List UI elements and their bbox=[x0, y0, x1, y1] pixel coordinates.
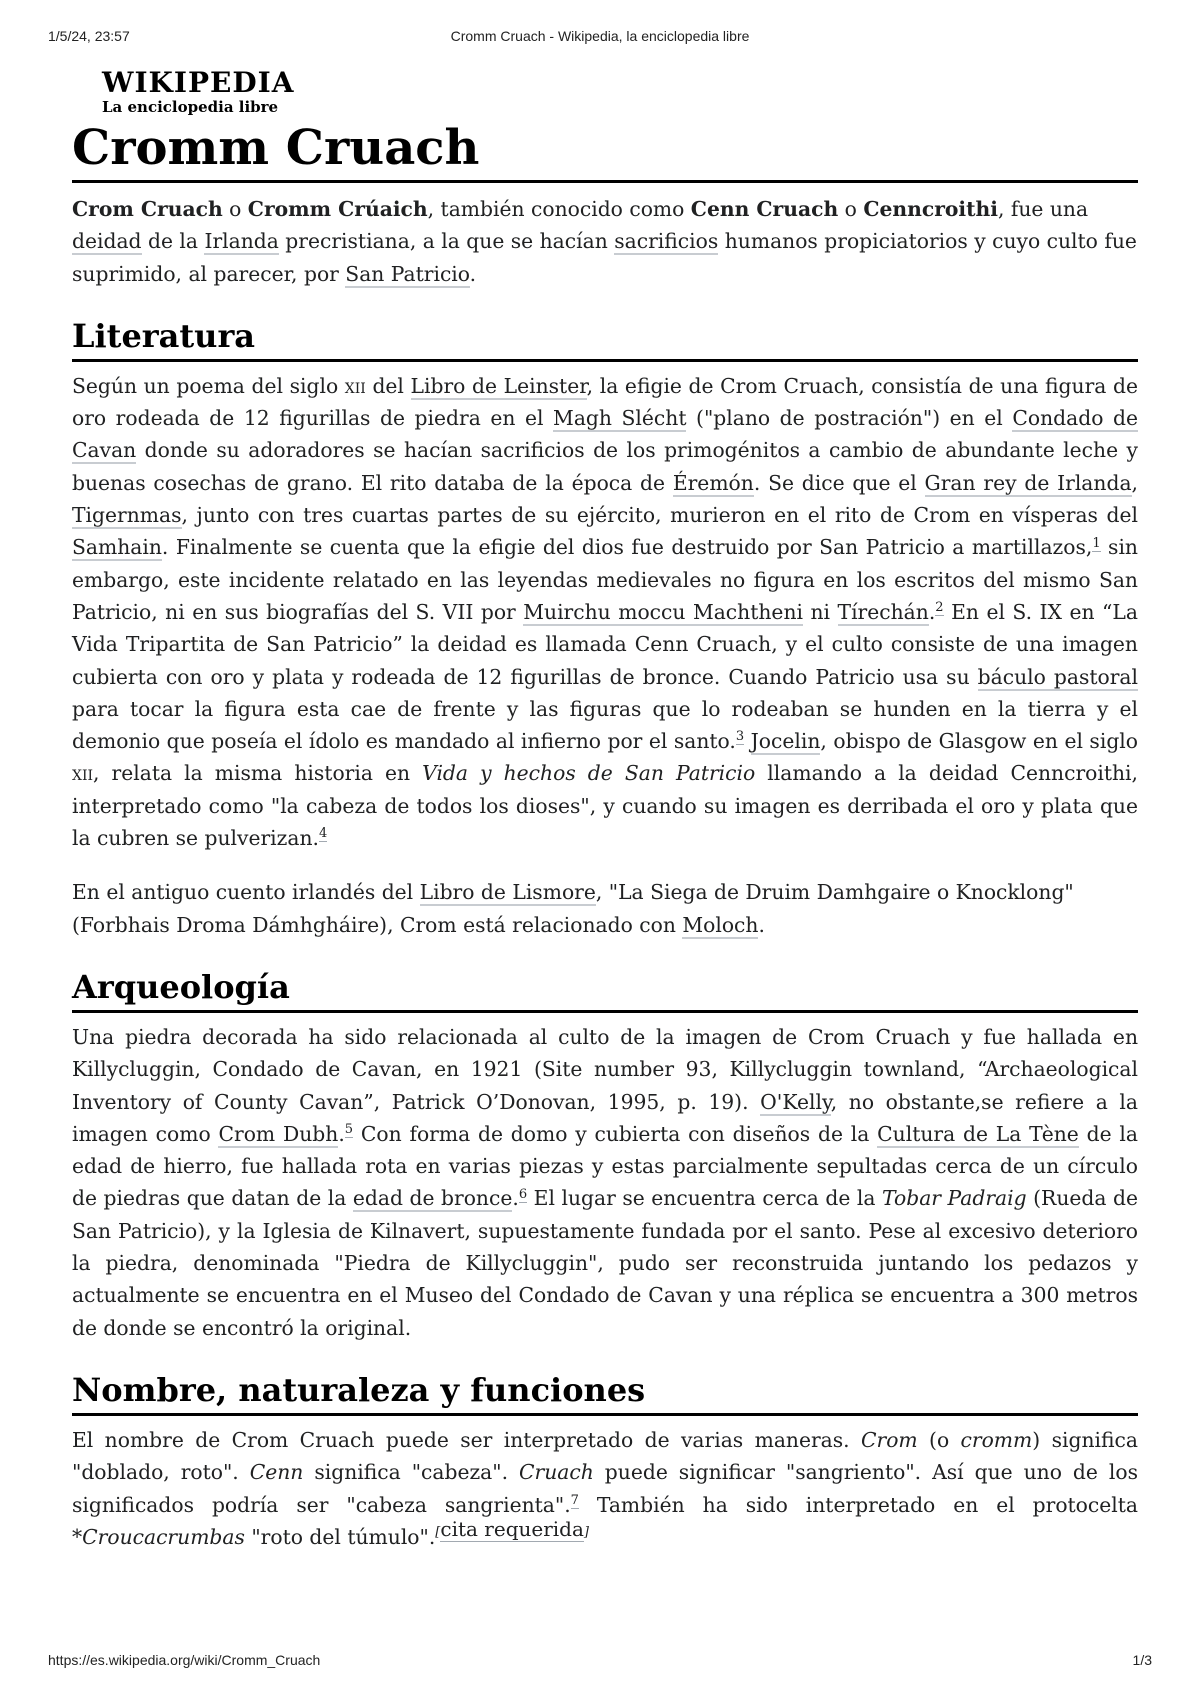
print-header bbox=[48, 28, 1152, 48]
reference-link[interactable]: 1 bbox=[1092, 535, 1101, 551]
reference-link[interactable]: 6 bbox=[518, 1186, 528, 1202]
reference-6[interactable] bbox=[519, 1187, 527, 1203]
bold-term: Cromm Crúaich bbox=[247, 197, 428, 221]
reference-link[interactable]: 5 bbox=[344, 1122, 354, 1138]
text: del bbox=[365, 373, 411, 398]
text: El lugar se encuentra cerca de la bbox=[527, 1186, 883, 1211]
link-libro-de-lismore[interactable]: Libro de Lismore bbox=[419, 880, 596, 905]
literatura-paragraph-2 bbox=[72, 876, 1138, 941]
print-page-title: Cromm Cruach - Wikipedia, la enciclopedia libre bbox=[450, 28, 750, 44]
link-edad-de-bronce[interactable]: edad de bronce bbox=[352, 1186, 513, 1211]
print-url: https://es.wikipedia.org/wiki/Cromm_Cruach bbox=[48, 1652, 321, 1668]
text: (Rueda de San Patricio), y la Iglesia de Kilnavert, supuestamente fundada por el santo. Pese al excesivo deterioro la piedra, denominada "Piedra de Killycluggin", pudo ser reconstruida juntando los pedazos y actualmente se encuentra en el Museo del Condado de Cavan y una réplica se encuentra a 300 metros de donde se encontró la original. bbox=[72, 1186, 1138, 1340]
text: humanos propiciatorios y cuyo culto fue suprimido, al parecer, por bbox=[72, 229, 1137, 286]
reference-5[interactable] bbox=[345, 1122, 353, 1138]
text bbox=[744, 729, 751, 753]
print-date: 1/5/24, 23:57 bbox=[48, 28, 130, 44]
link-magh-slecht[interactable]: Magh Slécht bbox=[553, 406, 687, 431]
text: puede significar "sangriento". Así que uno de los significados podría ser "cabeza sangrienta". bbox=[72, 1460, 1138, 1517]
link-eremon[interactable]: Éremón bbox=[672, 470, 754, 495]
link-baculo-pastoral[interactable]: báculo pastoral bbox=[977, 664, 1138, 689]
link-gran-rey-de-irlanda[interactable]: Gran rey de Irlanda bbox=[924, 470, 1132, 495]
text: . bbox=[512, 1186, 519, 1211]
nombre-paragraph bbox=[72, 1424, 1138, 1553]
italic-word: Cenn bbox=[249, 1460, 304, 1485]
print-page-number: 1/3 bbox=[1132, 1652, 1152, 1668]
text: , no obstante,se refiere a la imagen como bbox=[72, 1089, 1138, 1146]
text: de la edad de hierro, fue hallada rota en varias piezas y estas parcialmente sepultadas cerca de un círculo de piedras que datan de la bbox=[72, 1121, 1138, 1211]
italic-place: Tobar Padraig bbox=[882, 1186, 1027, 1211]
reference-3[interactable] bbox=[736, 729, 744, 745]
text: . bbox=[469, 261, 477, 286]
wikipedia-logo[interactable] bbox=[102, 68, 342, 116]
text: . bbox=[928, 599, 936, 624]
reference-link[interactable]: 3 bbox=[735, 729, 745, 745]
reference-link[interactable]: 2 bbox=[935, 600, 944, 616]
text: El nombre de Crom Cruach puede ser interpretado de varias maneras. bbox=[72, 1427, 861, 1452]
bold-term: Cenncroithi bbox=[863, 197, 998, 221]
reference-1[interactable] bbox=[1092, 536, 1100, 552]
text: Una piedra decorada ha sido relacionada al culto de la imagen de Crom Cruach y fue hallada en Killycluggin, Condado de Cavan, en 1921 (Site number 93, Killycluggin townland, “Archaeological Inventory of County Cavan”, Patrick O’Donovan, 1995, p. 19). bbox=[72, 1024, 1138, 1114]
bracket: [ bbox=[435, 1525, 441, 1541]
wikipedia-tagline: La enciclopedia libre bbox=[102, 98, 279, 116]
text: para tocar la figura esta cae de frente y las figuras que lo rodeaban se hunden en la tierra y el demonio que poseía el ídolo es mandado al infierno por el santo. bbox=[72, 696, 1138, 754]
citation-needed-link[interactable]: cita requerida bbox=[440, 1517, 584, 1542]
text: o bbox=[222, 197, 248, 221]
bold-term: Crom Cruach bbox=[72, 197, 223, 221]
link-samhain[interactable]: Samhain bbox=[72, 535, 162, 560]
italic-word: cromm bbox=[960, 1427, 1033, 1452]
text: o bbox=[838, 197, 864, 221]
link-sacrificios[interactable]: sacrificios bbox=[614, 229, 719, 254]
link-libro-de-leinster[interactable]: Libro de Leinster bbox=[410, 373, 587, 398]
italic-word: Crom bbox=[861, 1427, 918, 1452]
reference-7[interactable] bbox=[571, 1493, 579, 1509]
text: . bbox=[338, 1121, 345, 1146]
text: , obispo de Glasgow en el siglo bbox=[820, 729, 1139, 754]
link-okelly[interactable]: O'Kelly bbox=[760, 1089, 831, 1114]
text: En el S. IX en “La Vida Tripartita de San Patricio” la deidad es llamada Cenn Cruach, y el culto consiste de una imagen cubierta con oro y plata y rodeada de 12 figurillas de bronce. Cuando Patricio usa su bbox=[72, 599, 1138, 689]
bold-term: Cenn Cruach bbox=[690, 197, 839, 221]
wikipedia-wordmark: WIKIPEDIA bbox=[102, 66, 295, 99]
link-tirechan[interactable]: Tírechán bbox=[837, 599, 929, 624]
text: llamando a la deidad Cenncroithi, interpretado como "la cabeza de todos los dioses", y cuando su imagen es derribada el oro y plata que la cubren se pulverizan. bbox=[72, 761, 1138, 851]
italic-word: *Croucacrumbas bbox=[72, 1524, 245, 1549]
bracket: ] bbox=[583, 1525, 589, 1541]
reference-2[interactable] bbox=[935, 600, 943, 616]
text: (o bbox=[917, 1427, 961, 1452]
text: , bbox=[1131, 470, 1138, 495]
arqueologia-paragraph bbox=[72, 1021, 1138, 1344]
section-heading-literatura: Literatura bbox=[72, 316, 1138, 362]
text: ni bbox=[803, 599, 838, 624]
link-jocelin[interactable]: Jocelin bbox=[750, 729, 821, 754]
link-irlanda[interactable]: Irlanda bbox=[204, 229, 279, 254]
link-deidad[interactable]: deidad bbox=[72, 229, 142, 254]
text: , fue una bbox=[997, 197, 1089, 221]
reference-4[interactable] bbox=[319, 826, 327, 842]
text: En el antiguo cuento irlandés del bbox=[72, 880, 420, 905]
reference-link[interactable]: 4 bbox=[318, 826, 328, 842]
text: sin embargo, este incidente relatado en las leyendas medievales no figura en los escritos del mismo San Patricio, ni en sus biografías del S. VII por bbox=[72, 535, 1138, 624]
section-heading-nombre: Nombre, naturaleza y funciones bbox=[72, 1370, 1138, 1416]
link-condado-de-cavan[interactable]: Condado de Cavan bbox=[72, 406, 1138, 463]
link-san-patricio[interactable]: San Patricio bbox=[345, 261, 470, 286]
text: , la efigie de Crom Cruach, consistía de una figura de oro rodeada de 12 figurillas de piedra en el bbox=[72, 373, 1138, 431]
link-crom-dubh[interactable]: Crom Dubh bbox=[218, 1121, 339, 1146]
italic-title: Vida y hechos de San Patricio bbox=[422, 761, 756, 786]
text: "roto del túmulo". bbox=[244, 1524, 436, 1549]
text: , también conocido como bbox=[427, 197, 691, 221]
text: Según un poema del siglo bbox=[72, 373, 345, 398]
text: , "La Siega de Druim Damhgaire o Knocklong" (Forbhais Droma Dámhgháire), Crom está relacionado con bbox=[72, 880, 1074, 937]
text: ) significa "doblado, roto". bbox=[72, 1427, 1138, 1485]
link-cultura-de-la-tene[interactable]: Cultura de La Tène bbox=[877, 1121, 1079, 1146]
text: También ha sido interpretado en el protocelta bbox=[578, 1492, 1138, 1517]
text: , relata la misma historia en bbox=[93, 761, 423, 786]
section-heading-arqueologia: Arqueología bbox=[72, 967, 1138, 1013]
text: de la bbox=[141, 229, 205, 254]
roman-numeral: xii bbox=[72, 761, 94, 786]
italic-word: Cruach bbox=[519, 1460, 594, 1485]
text: . Se dice que el bbox=[753, 470, 925, 495]
text: ("plano de postración") en el bbox=[686, 406, 1013, 431]
reference-link[interactable]: 7 bbox=[570, 1492, 579, 1508]
text: . bbox=[758, 912, 765, 937]
article-content bbox=[72, 68, 1138, 1553]
citation-needed[interactable] bbox=[435, 1517, 589, 1542]
roman-numeral: xii bbox=[344, 373, 366, 398]
link-moloch[interactable]: Moloch bbox=[682, 912, 759, 937]
page-title: Cromm Cruach bbox=[72, 120, 1138, 183]
literatura-paragraph-1 bbox=[72, 370, 1138, 854]
text: donde su adoradores se hacían sacrificios de los primogénitos a cambio de abundante leche y buenas cosechas de grano. El rito databa de la época de bbox=[72, 438, 1138, 495]
link-tigernmas[interactable]: Tigernmas bbox=[72, 503, 182, 528]
text: precristiana, a la que se hacían bbox=[278, 229, 615, 254]
text: significa "cabeza". bbox=[303, 1460, 520, 1485]
text: , junto con tres cuartas partes de su ejército, murieron en el rito de Crom en vísperas del bbox=[181, 503, 1138, 528]
text: . Finalmente se cuenta que la efigie del dios fue destruido por San Patricio a martillazos, bbox=[161, 535, 1093, 560]
text: Con forma de domo y cubierta con diseños de la bbox=[353, 1121, 878, 1146]
print-footer bbox=[48, 1652, 1152, 1672]
link-muirchu-moccu-machtheni[interactable]: Muirchu moccu Machtheni bbox=[523, 599, 803, 624]
intro-paragraph bbox=[72, 193, 1138, 290]
